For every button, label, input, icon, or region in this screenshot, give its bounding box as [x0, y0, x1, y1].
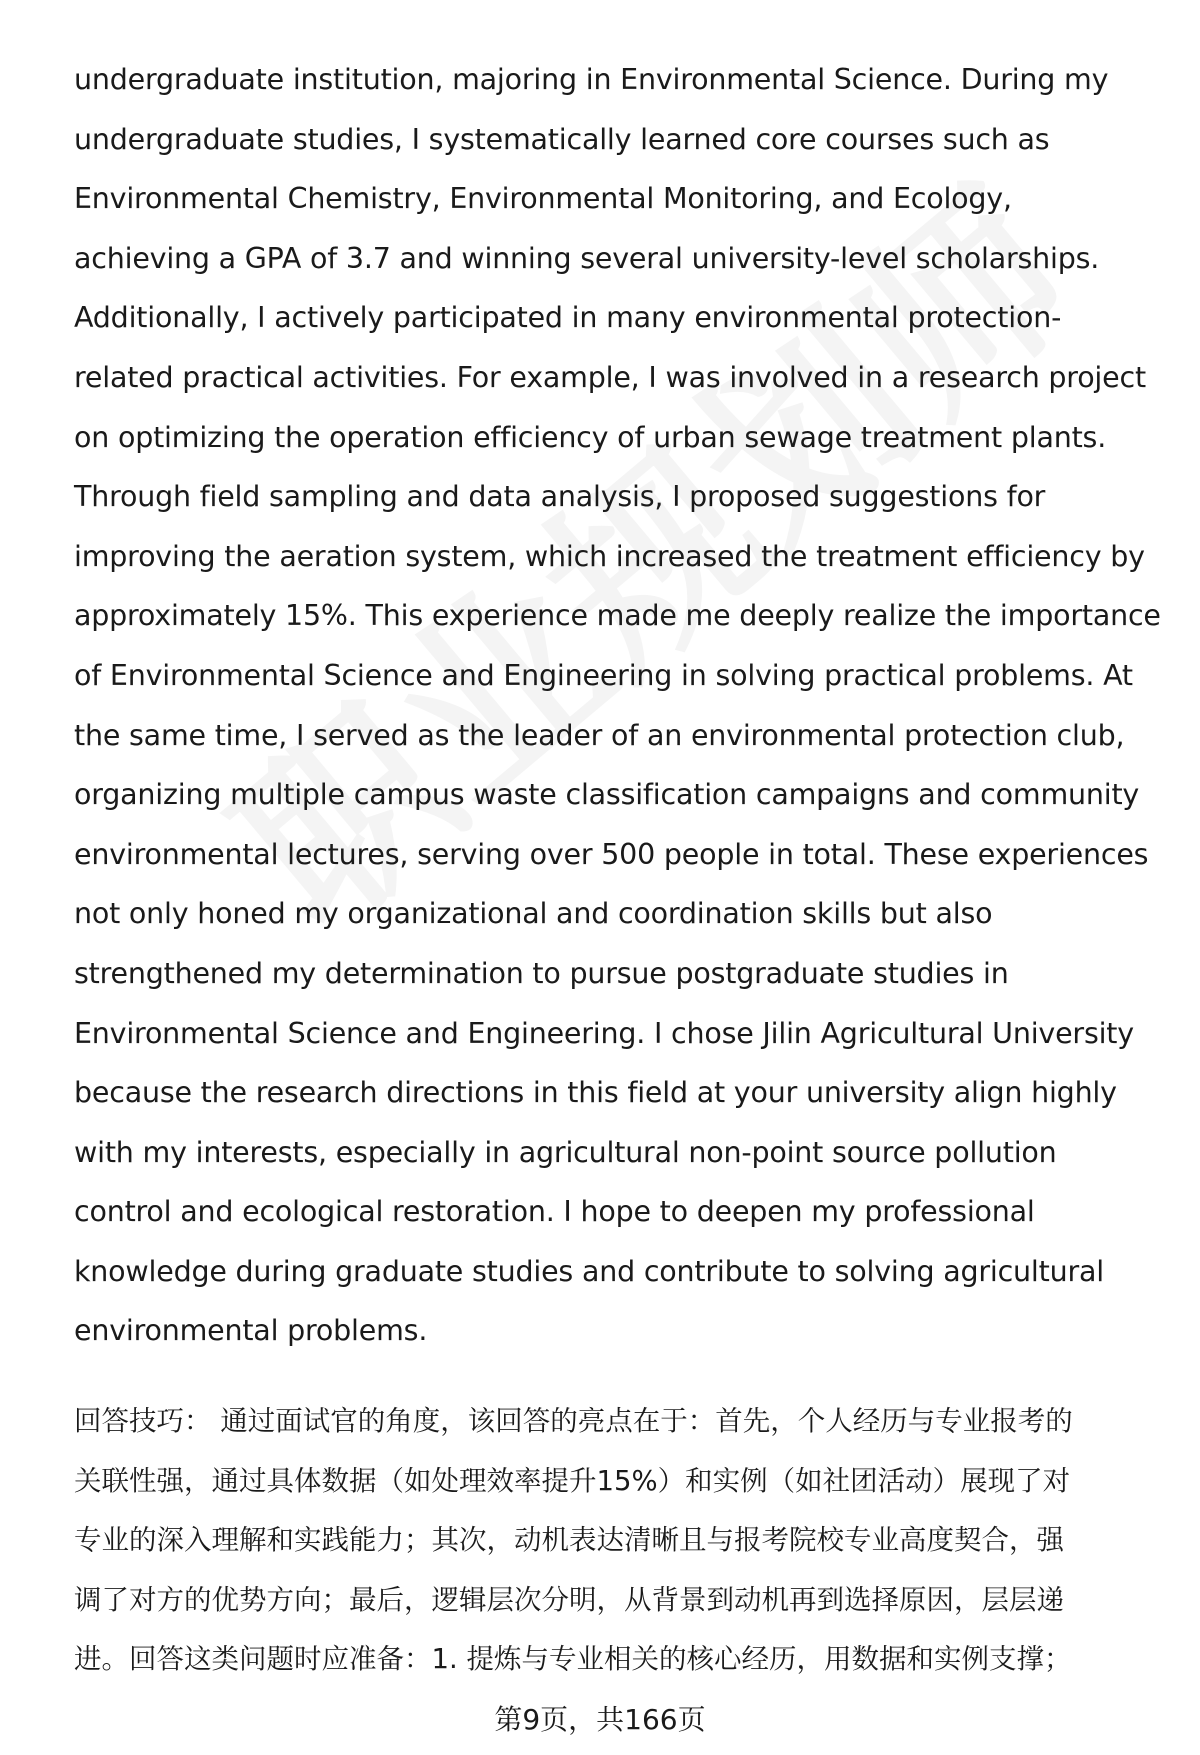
tips-line: 专业的深入理解和实践能力；其次，动机表达清晰且与报考院校专业高度契合，强 [74, 1524, 1064, 1557]
tips-line: 调了对方的优势方向；最后，逻辑层次分明，从背景到动机再到选择原因，层层递 [74, 1583, 1064, 1616]
body-line: Environmental Chemistry, Environmental Monitoring, and Ecology, [74, 182, 1012, 216]
body-line: of Environmental Science and Engineering in solving practical problems. At [74, 658, 1133, 692]
body-line: environmental lectures, serving over 500 people in total. These experiences [74, 837, 1149, 871]
answer-tips-paragraph [74, 1392, 1164, 1690]
body-line: related practical activities. For example, I was involved in a research project [74, 360, 1146, 394]
body-line: knowledge during graduate studies and contribute to solving agricultural [74, 1254, 1104, 1288]
body-line: control and ecological restoration. I hope to deepen my professional [74, 1195, 1035, 1229]
tips-line: 回答技巧： 通过面试官的角度，该回答的亮点在于：首先，个人经历与专业报考的 [74, 1405, 1073, 1437]
body-line: not only honed my organizational and coordination skills but also [74, 897, 993, 931]
body-line: organizing multiple campus waste classification campaigns and community [74, 778, 1140, 812]
body-line: Additionally, I actively participated in many environmental protection- [74, 301, 1062, 335]
tips-line: 关联性强，通过具体数据（如处理效率提升15%）和实例（如社团活动）展现了对 [74, 1464, 1071, 1497]
body-line: on optimizing the operation efficiency of urban sewage treatment plants. [74, 420, 1107, 454]
body-line: achieving a GPA of 3.7 and winning several university-level scholarships. [74, 241, 1100, 275]
body-line: undergraduate studies, I systematically learned core courses such as [74, 122, 1050, 156]
body-line: because the research directions in this field at your university align highly [74, 1076, 1117, 1110]
body-line: approximately 15%. This experience made me deeply realize the importance [74, 599, 1161, 633]
answer-paragraph [74, 50, 1174, 1361]
body-line: environmental problems. [74, 1314, 428, 1348]
body-line: improving the aeration system, which increased the treatment efficiency by [74, 539, 1145, 573]
body-line: Environmental Science and Engineering. I chose Jilin Agricultural University [74, 1016, 1134, 1050]
body-line: the same time, I served as the leader of an environmental protection club, [74, 718, 1125, 752]
body-line: with my interests, especially in agricultural non-point source pollution [74, 1135, 1057, 1169]
page-number-footer: 第9页，共166页 [494, 1703, 706, 1736]
tips-line: 进。回答这类问题时应准备：1. 提炼与专业相关的核心经历，用数据和实例支撑； [74, 1643, 1072, 1676]
body-line: Through field sampling and data analysis, I proposed suggestions for [74, 480, 1046, 514]
body-line: undergraduate institution, majoring in Environmental Science. During my [74, 63, 1109, 96]
body-line: strengthened my determination to pursue postgraduate studies in [74, 956, 1009, 990]
